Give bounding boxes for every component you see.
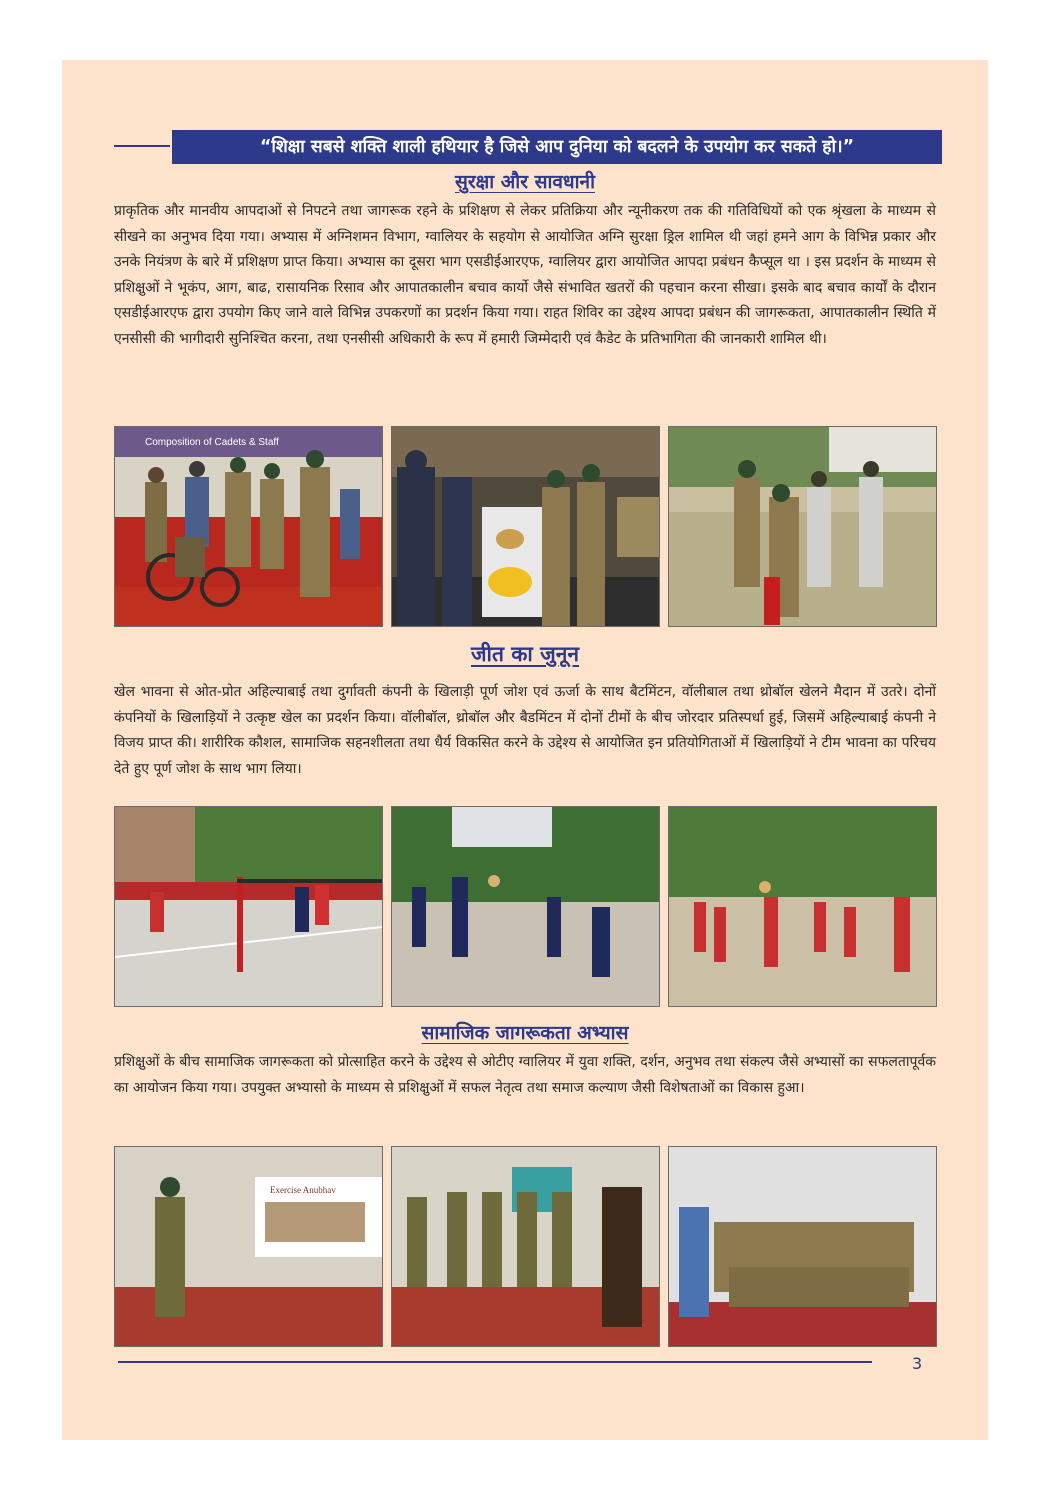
section-paragraph-social-awareness: प्रशिक्षुओं के बीच सामाजिक जागरूकता को प्रोत्साहित करने के उद्देश्य से ओटीए ग्वालियर में युवा शक्ति, दर्शन, अनुभव तथा संकल्प जैसे अभ्यासों का सफलतापूर्वक का आयोजन किया गया। उपयुक्त अभ्यासो के माध्यम से प्रशिक्षुओं में सफल नेतृत्व तथा समाज कल्याण जैसी विशेषताओं का विकास हुआ। <box>114 1054 936 1096</box>
photo-cadet-speech <box>114 1146 383 1347</box>
section-heading-victory: जीत का जुनून <box>470 642 580 666</box>
photo-cadets-presentation <box>391 1146 660 1347</box>
section-paragraph-victory: खेल भावना से ओत-प्रोत अहिल्याबाई तथा दुर्गावती कंपनी के खिलाड़ी पूर्ण जोश एवं ऊर्जा के साथ बैटमिंटन, वॉलीबाल तथा थ्रोबॉल खेलने मैदान में उतरे। दोनों कंपनियों के खिलाड़ियों ने उत्कृष्ट खेल का प्रदर्शन किया। वॉलीबॉल, थ्रोबॉल और बैडमिंटन में दोनों टीमों के बीच जोरदार प्रतिस्पर्धा हुई, जिसमें अहिल्याबाई कंपनी ने विजय प्राप्त की। शारीरिक कौशल, सामाजिक सहनशीलता तथा धैर्य विकसित करने के उद्देश्य से आयोजित इन प्रतियोगिताओं में खिलाड़ियों ने टीम भावना का परिचय देते हुए पूर्ण जोश के साथ भाग लिया। <box>114 684 936 777</box>
photo-fire-drill <box>668 426 937 627</box>
section-paragraph-safety: प्राकृतिक और मानवीय आपदाओं से निपटने तथा जागरूक रहने के प्रशिक्षण से लेकर प्रतिक्रिया और न्यूनीकरण तक की गतिविधियों को एक श्रृंखला के माध्यम से सीखने का अनुभव दिया गया। अभ्यास में अग्निशमन विभाग, ग्वालियर के सहयोग से आयोजित अग्नि सुरक्षा ड्रिल शामिल थी जहां हमने आग के विभिन्न प्रकार और उनके नियंत्रण के बारे में प्रशिक्षण प्राप्त किया। अभ्यास का दूसरा भाग एसडीईआरएफ, ग्वालियर द्वारा आयोजित आपदा प्रबंधन कैप्सूल था । इस प्रदर्शन के माध्यम से प्रशिक्षुओं ने भूकंप, आग, बाढ, रासायनिक रिसाव और आपातकालीन बचाव कार्यो जैसे संभावित खतरों की पहचान करना सीखा। इसके बाद बचाव कार्यों के दौरान एसडीईआरएफ द्वारा उपयोग किए जाने वाले विभिन्न उपकरणों का प्रदर्शन किया गया। राहत शिविर का उद्देश्य आपदा प्रबंधन की जागरूकता, आपातकालीन स्थिति में एनसीसी की भागीदारी सुनिश्चित करना, तथा एनसीसी अधिकारी के रूप में हमारी जिम्मेदारी एवं कैडेट के प्रतिभागिता की जानकारी शामिल थी। <box>114 203 936 347</box>
photo-throwball-match <box>391 806 660 1007</box>
photo-volleyball-match <box>114 806 383 1007</box>
section-heading-social-awareness: सामाजिक जागरूकता अभ्यास <box>421 1022 629 1044</box>
photo-throwball-team <box>668 806 937 1007</box>
page-number: 3 <box>912 1354 923 1373</box>
quote-banner: “शिक्षा सबसे शक्ति शाली हथियार है जिसे आप दुनिया को बदलने के उपयोग कर सकते हो।” <box>172 130 942 164</box>
photo-banner-text: Composition of Cadets & Staff <box>145 437 279 448</box>
photo-rescue-equipment <box>391 426 660 627</box>
photo-group-picture <box>668 1146 937 1347</box>
photo-cadets-wheelchair <box>114 426 383 627</box>
quote-rule <box>114 145 170 147</box>
slide-title-text: Exercise Anubhav <box>270 1185 336 1195</box>
footer-rule <box>118 1361 872 1363</box>
section-heading-safety: सुरक्षा और सावधानी <box>455 171 595 193</box>
